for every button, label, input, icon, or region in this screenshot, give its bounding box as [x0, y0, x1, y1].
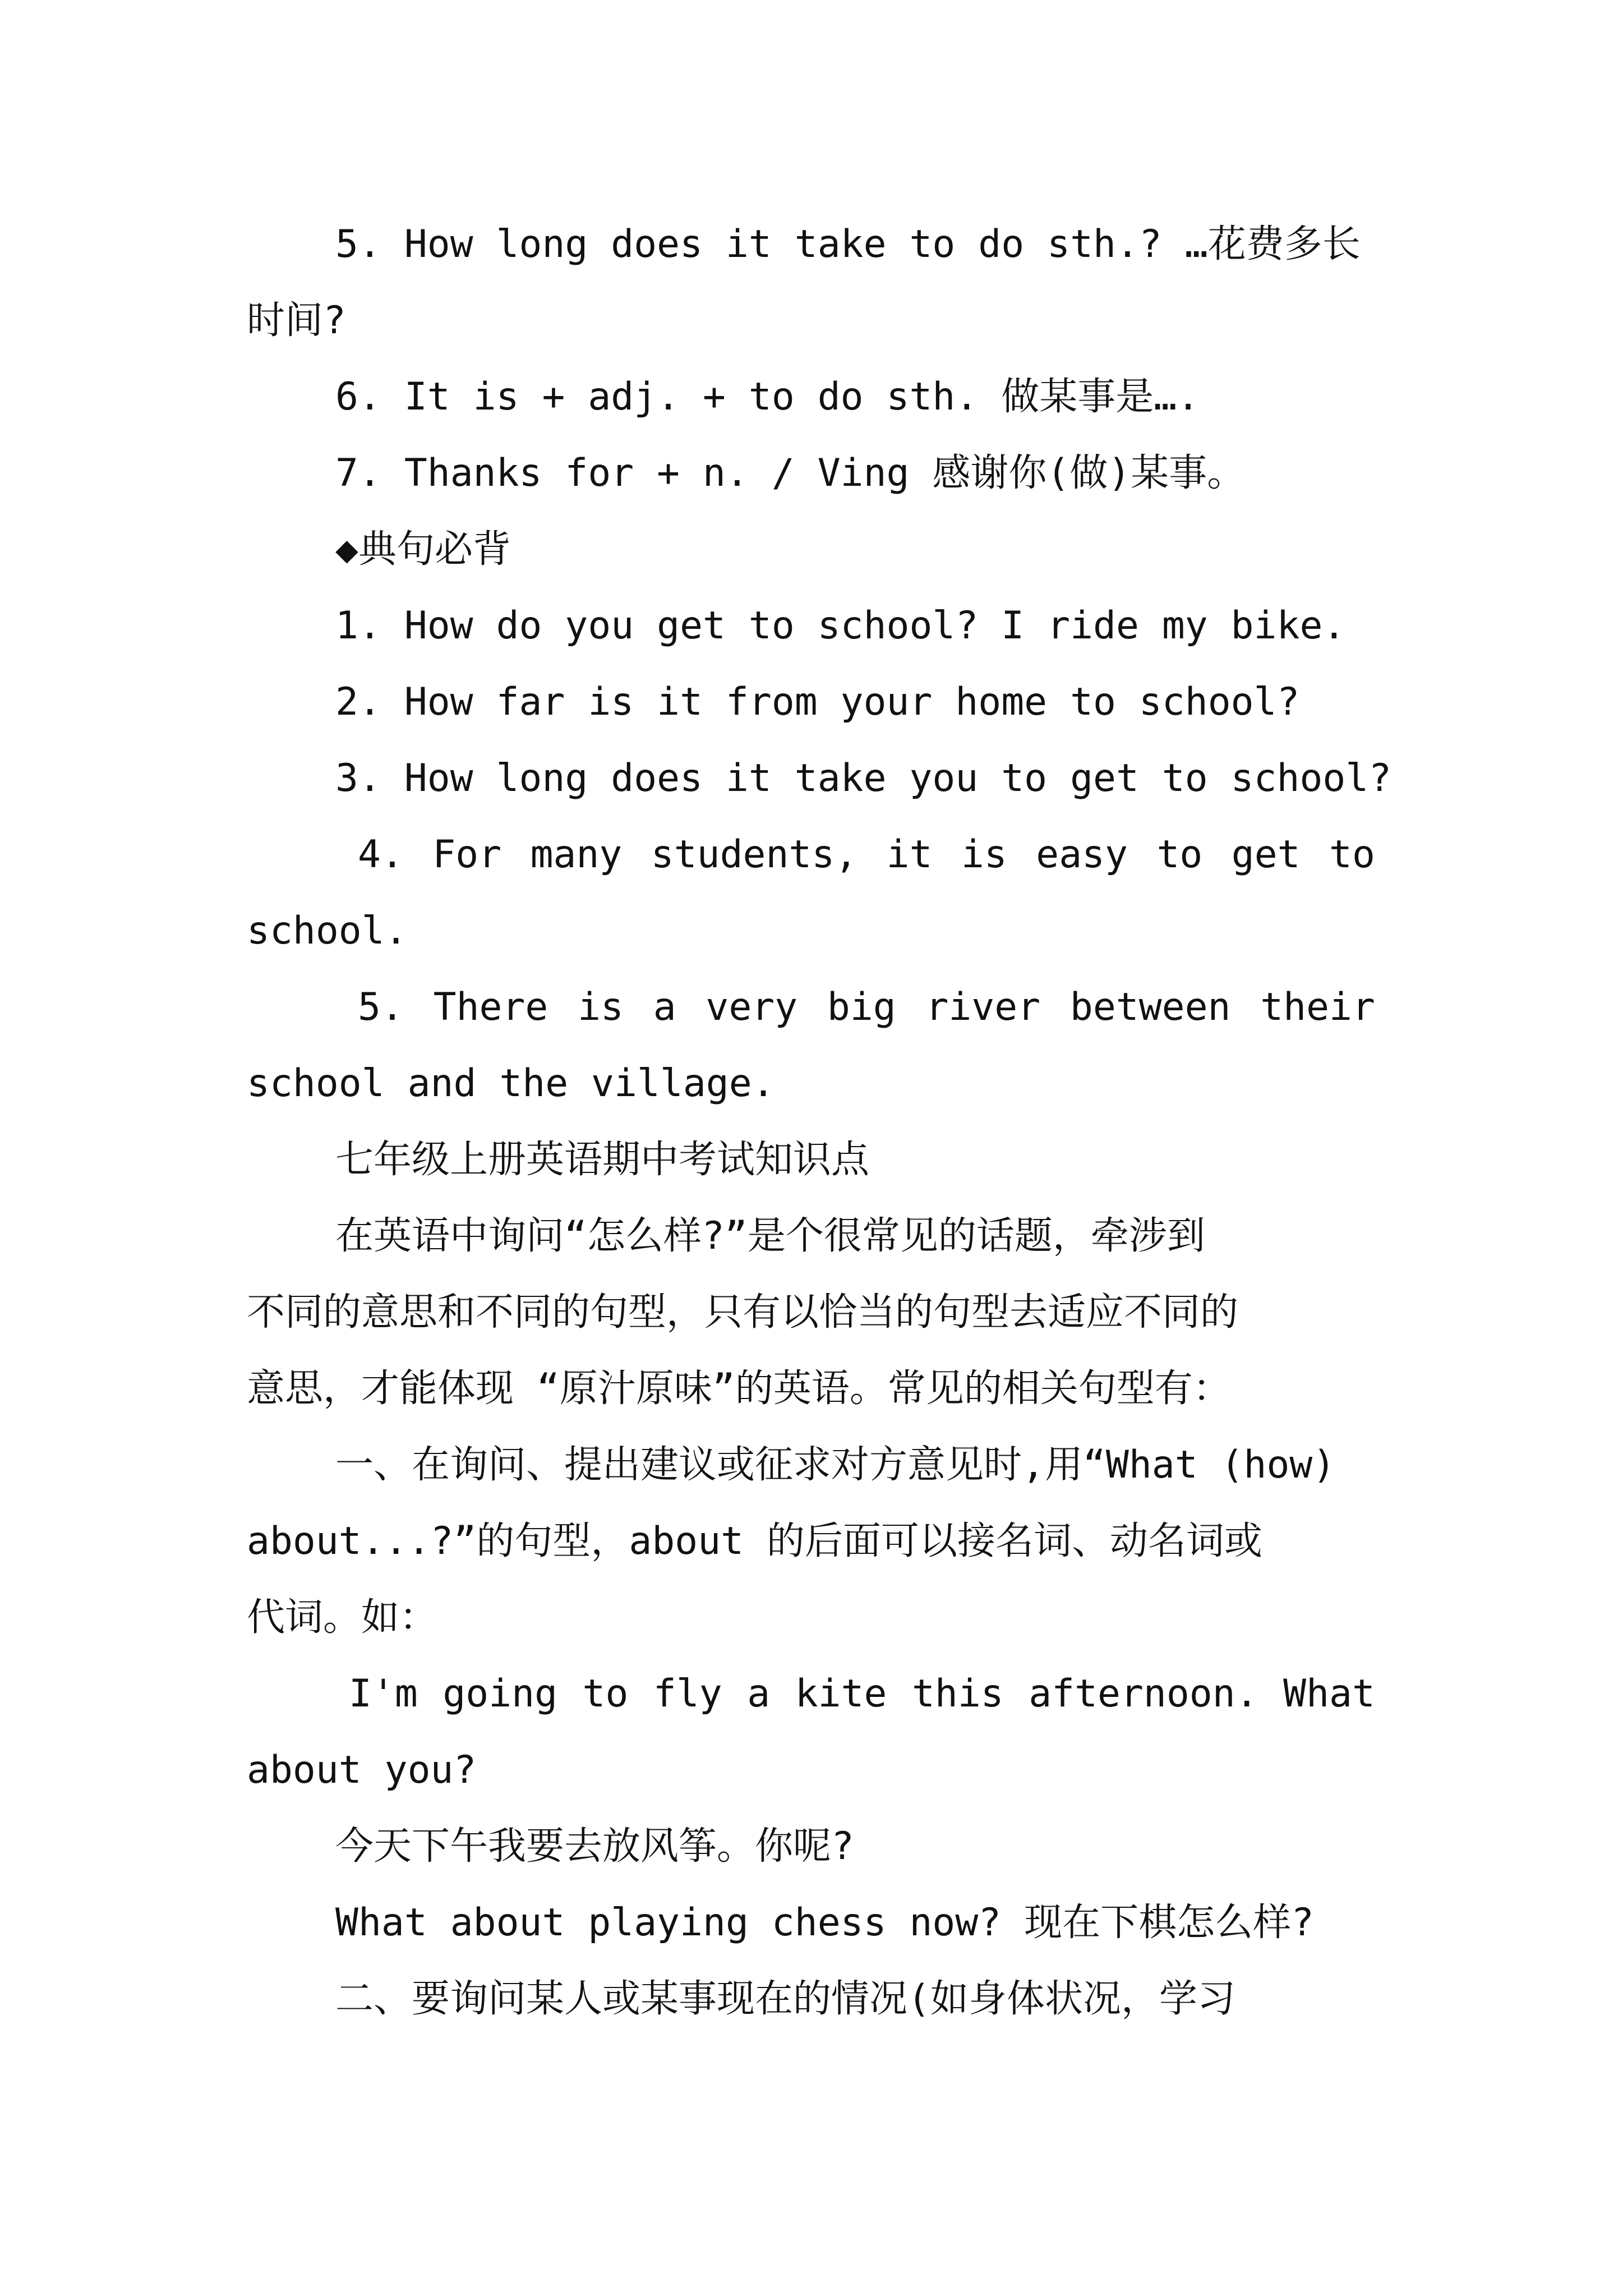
- word: this: [911, 1672, 1004, 1716]
- section-heading: ◆典句必背: [335, 527, 511, 572]
- text-line: 二、要询问某人或某事现在的情况(如身体状况，学习: [335, 1977, 1235, 2021]
- word: students,: [651, 832, 858, 877]
- word: For: [432, 832, 502, 877]
- word: many: [530, 832, 623, 877]
- word: it: [886, 832, 933, 877]
- word: There: [433, 985, 548, 1029]
- text-line-justified: [349, 1672, 1375, 1717]
- text-line: 1. How do you get to school? I ride my bike.: [335, 604, 1346, 648]
- text-line: about...?”的句型，about 的后面可以接名词、动名词或: [247, 1519, 1263, 1563]
- word: 4.: [358, 832, 404, 877]
- word: very: [706, 985, 798, 1029]
- text-line: 6. It is + adj. + to do sth. 做某事是….: [335, 375, 1200, 419]
- text-line: 7. Thanks for + n. / Ving 感谢你(做)某事。: [335, 451, 1246, 495]
- text-line: 时间?: [247, 298, 346, 343]
- text-line: 意思，才能体现 “原汁原味”的英语。常见的相关句型有：: [247, 1366, 1231, 1411]
- text-line-justified: [358, 985, 1375, 1030]
- word: to: [1156, 832, 1203, 877]
- word: fly: [653, 1672, 722, 1716]
- text-line: 今天下午我要去放风筝。你呢?: [335, 1824, 854, 1869]
- text-line: about you?: [247, 1748, 477, 1792]
- word: afternoon.: [1029, 1672, 1258, 1716]
- word: 5.: [358, 985, 404, 1029]
- word: river: [925, 985, 1041, 1029]
- text-line: 在英语中询问“怎么样?”是个很常见的话题，牵涉到: [335, 1214, 1205, 1258]
- word: kite: [795, 1672, 887, 1716]
- word: between: [1069, 985, 1231, 1029]
- word: easy: [1036, 832, 1128, 877]
- word: a: [747, 1672, 771, 1716]
- word: get: [1231, 832, 1301, 877]
- text-line: school and the village.: [247, 1061, 775, 1106]
- word: their: [1260, 985, 1375, 1029]
- word: going: [442, 1672, 558, 1716]
- word: to: [1329, 832, 1375, 877]
- text-line: school.: [247, 909, 408, 953]
- text-line: 一、在询问、提出建议或征求对方意见时,用“What (how): [335, 1443, 1336, 1487]
- section-title: 七年级上册英语期中考试知识点: [335, 1138, 870, 1182]
- word: is: [961, 832, 1007, 877]
- text-line: 2. How far is it from your home to school?: [335, 680, 1300, 724]
- word: I'm: [349, 1672, 418, 1716]
- word: big: [827, 985, 896, 1029]
- text-line: 代词。如：: [247, 1595, 438, 1640]
- word: to: [582, 1672, 629, 1716]
- word: is: [578, 985, 624, 1029]
- text-line-justified: [358, 832, 1375, 877]
- text-line: 不同的意思和不同的句型，只有以恰当的句型去适应不同的: [247, 1290, 1239, 1335]
- text-line: 5. How long does it take to do sth.? …花费多长: [335, 222, 1361, 266]
- word: a: [653, 985, 676, 1029]
- word: What: [1283, 1672, 1375, 1716]
- text-line: 3. How long does it take you to get to school?: [335, 756, 1392, 800]
- text-line: What about playing chess now? 现在下棋怎么样?: [335, 1901, 1315, 1945]
